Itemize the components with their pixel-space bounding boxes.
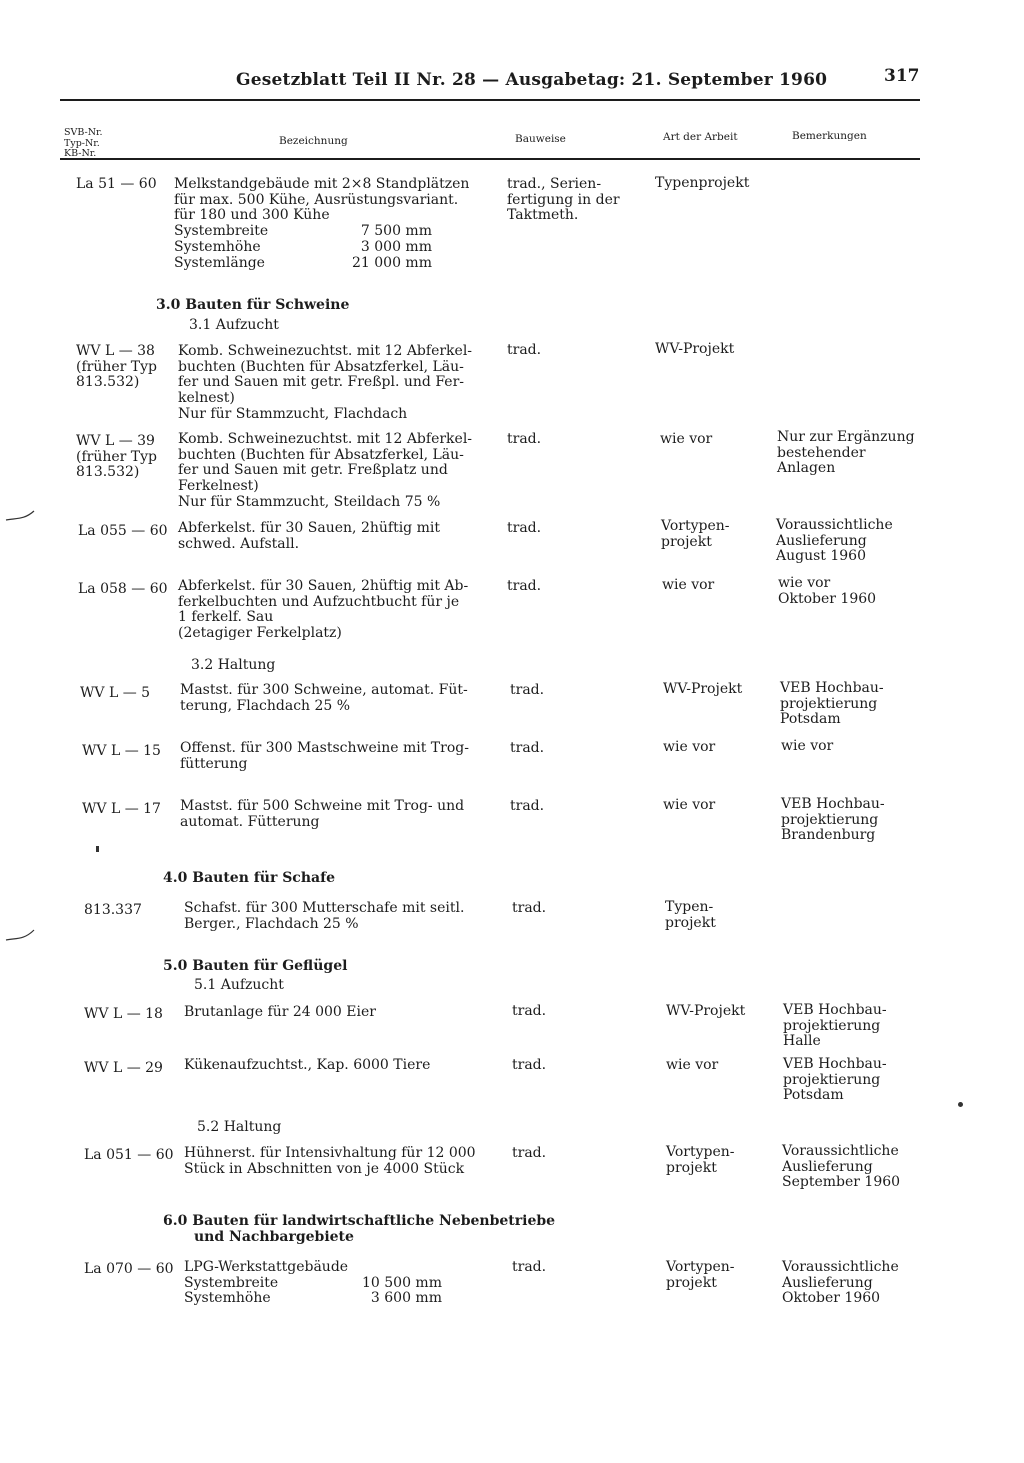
table-row-bauweise: trad. (510, 740, 545, 756)
table-row-bauweise: trad. (507, 520, 542, 536)
table-row-bauweise: trad. (512, 1003, 547, 1019)
section-heading-3-2: 3.2 Haltung (191, 657, 276, 673)
speck-mark (958, 1102, 963, 1107)
table-row-bezeichnung: Abferkelst. für 30 Sauen, 2hüftig mit Ab- ferkelbuchten und Aufzuchtbucht für je 1 ferkelf. Sau (2etagiger Ferkelplatz) (178, 578, 469, 642)
table-row-art: Vortypen- projekt (661, 518, 730, 550)
margin-mark (4, 508, 38, 524)
table-row-bemerkungen: Voraussichtliche Auslieferung September 1960 (782, 1143, 901, 1191)
table-row-art: wie vor (666, 1057, 719, 1073)
column-heading-bezeichnung: Bezeichnung (279, 135, 348, 147)
section-heading-3-0: 3.0 Bauten für Schweine (156, 297, 350, 313)
speck-mark (96, 846, 99, 852)
table-row-nr: 813.337 (84, 902, 142, 918)
column-heading-bauweise: Bauweise (515, 133, 566, 145)
table-row-bemerkungen: VEB Hochbau- projektierung Potsdam (780, 680, 884, 728)
table-row-art: wie vor (660, 431, 713, 447)
table-row-nr: WV L — 39 (früher Typ 813.532) (76, 433, 158, 481)
table-row-bezeichnung: Melkstandgebäude mit 2×8 Standplätzen für max. 500 Kühe, Ausrüstungsvariant. für 180 und 300 Kühe Systembreite 7 500 mm Systemhöhe 3 000 mm Systemlänge 21 000 mm (174, 176, 470, 271)
table-row-art: Vortypen- projekt (666, 1144, 735, 1176)
table-row-bauweise: trad. (507, 342, 542, 358)
table-row-bauweise: trad. (510, 798, 545, 814)
table-row-bemerkungen: Voraussichtliche Auslieferung August 1960 (776, 517, 893, 565)
table-row-nr: La 51 — 60 (76, 176, 157, 192)
table-row-nr: La 058 — 60 (78, 581, 168, 597)
table-row-bemerkungen: Nur zur Ergänzung bestehender Anlagen (777, 429, 915, 477)
table-row-bemerkungen: VEB Hochbau- projektierung Potsdam (783, 1056, 887, 1104)
table-row-bemerkungen: wie vor (781, 738, 834, 754)
table-row-art: wie vor (663, 739, 716, 755)
table-row-bezeichnung: Komb. Schweinezuchtst. mit 12 Abferkel- buchten (Buchten für Absatzferkel, Läu- fer und Sauen mit getr. Freßplatz und Ferkelnest) Nur für Stammzucht, Steildach 75 % (178, 431, 473, 510)
table-row-art: WV-Projekt (666, 1003, 746, 1019)
table-row-bezeichnung: Brutanlage für 24 000 Eier (184, 1004, 376, 1020)
section-heading-5-2: 5.2 Haltung (197, 1119, 282, 1135)
table-row-bauweise: trad. (512, 900, 547, 916)
page-number: 317 (884, 66, 920, 86)
table-row-bauweise: trad. (507, 578, 542, 594)
table-row-nr: WV L — 29 (84, 1060, 163, 1076)
table-row-bezeichnung: Mastst. für 500 Schweine mit Trog- und automat. Fütterung (180, 798, 465, 830)
table-row-art: WV-Projekt (663, 681, 743, 697)
section-heading-5-0: 5.0 Bauten für Geflügel (163, 958, 348, 974)
table-row-art: wie vor (662, 577, 715, 593)
table-row-nr: WV L — 5 (80, 685, 151, 701)
table-row-bezeichnung: Hühnerst. für Intensivhaltung für 12 000 Stück in Abschnitten von je 4000 Stück (184, 1145, 476, 1177)
table-row-nr: La 055 — 60 (78, 523, 168, 539)
table-row-bezeichnung: Komb. Schweinezuchtst. mit 12 Abferkel- buchten (Buchten für Absatzferkel, Läu- fer und Sauen mit getr. Freßpl. und Fer- kelnest) Nur für Stammzucht, Flachdach (178, 343, 473, 422)
table-row-bauweise: trad. (507, 431, 542, 447)
table-row-bauweise: trad. (512, 1057, 547, 1073)
table-row-bezeichnung: LPG-Werkstattgebäude Systembreite 10 500 mm Systemhöhe 3 600 mm (184, 1259, 442, 1307)
table-row-bemerkungen: VEB Hochbau- projektierung Brandenburg (781, 796, 885, 844)
table-row-bezeichnung: Schafst. für 300 Mutterschafe mit seitl. Berger., Flachdach 25 % (184, 900, 465, 932)
table-row-nr: WV L — 38 (früher Typ 813.532) (76, 343, 158, 391)
page-header-title: Gesetzblatt Teil II Nr. 28 — Ausgabetag: 21. September 1960 (236, 70, 828, 90)
column-heading-art: Art der Arbeit (663, 131, 738, 143)
section-heading-5-1: 5.1 Aufzucht (194, 977, 284, 993)
table-row-nr: WV L — 15 (82, 743, 161, 759)
section-heading-6-0: 6.0 Bauten für landwirtschaftliche Nebenbetriebe und Nachbargebiete (163, 1213, 556, 1245)
table-row-nr: WV L — 17 (82, 801, 161, 817)
table-row-art: wie vor (663, 797, 716, 813)
table-row-nr: La 051 — 60 (84, 1147, 174, 1163)
table-row-bauweise: trad., Serien- fertigung in der Taktmeth. (507, 176, 620, 224)
column-heading-rule (60, 158, 920, 160)
table-row-bemerkungen: VEB Hochbau- projektierung Halle (783, 1002, 887, 1050)
table-row-nr: La 070 — 60 (84, 1261, 174, 1277)
table-row-art: Vortypen- projekt (666, 1259, 735, 1291)
table-row-art: Typenprojekt (655, 175, 750, 191)
table-row-nr: WV L — 18 (84, 1006, 163, 1022)
table-row-bezeichnung: Kükenaufzuchtst., Kap. 6000 Tiere (184, 1057, 431, 1073)
table-row-bemerkungen: Voraussichtliche Auslieferung Oktober 1960 (782, 1259, 899, 1307)
column-heading-svb: SVB-Nr. Typ-Nr. KB-Nr. (64, 127, 103, 159)
section-heading-4-0: 4.0 Bauten für Schafe (163, 870, 336, 886)
table-row-bezeichnung: Abferkelst. für 30 Sauen, 2hüftig mit schwed. Aufstall. (178, 520, 440, 552)
table-row-bauweise: trad. (510, 682, 545, 698)
margin-mark (4, 926, 38, 944)
column-heading-bemerkungen: Bemerkungen (792, 130, 867, 142)
table-row-bezeichnung: Offenst. für 300 Mastschweine mit Trog- fütterung (180, 740, 469, 772)
table-row-bauweise: trad. (512, 1145, 547, 1161)
table-row-bauweise: trad. (512, 1259, 547, 1275)
header-rule (60, 99, 920, 101)
section-heading-3-1: 3.1 Aufzucht (189, 317, 279, 333)
table-row-art: WV-Projekt (655, 341, 735, 357)
table-row-bemerkungen: wie vor Oktober 1960 (778, 575, 877, 607)
table-row-bezeichnung: Mastst. für 300 Schweine, automat. Füt- terung, Flachdach 25 % (180, 682, 468, 714)
table-row-art: Typen- projekt (665, 899, 716, 931)
